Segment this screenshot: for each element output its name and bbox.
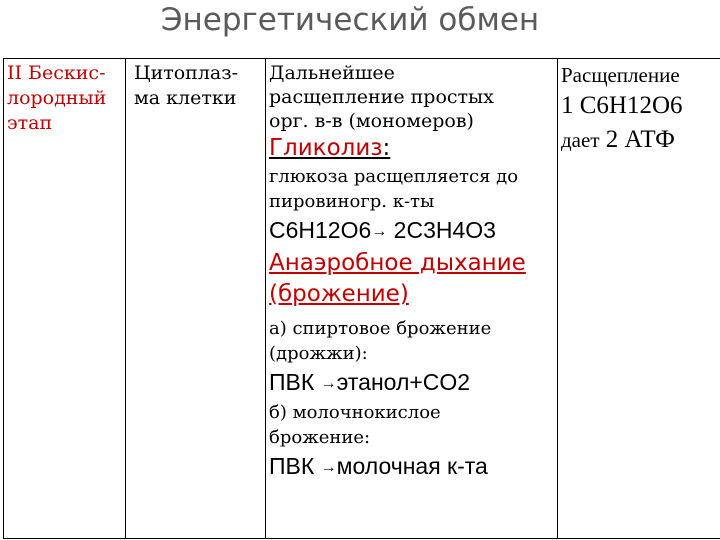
- glycolysis-formula-left: C6H12O6: [269, 217, 372, 243]
- alcohol-formula-left: ПВК: [269, 368, 315, 395]
- process-intro: [269, 61, 554, 133]
- stage-cell: [4, 59, 126, 539]
- intro-line-1: Дальнейшее: [269, 62, 395, 84]
- location-line-2: ма клетки: [134, 87, 237, 109]
- glycolysis-formula: [269, 214, 554, 248]
- metabolism-table: [3, 58, 720, 539]
- stage-line-3: этап: [7, 112, 53, 134]
- glycolysis-desc-2: пировиногр. к-ты: [269, 191, 435, 212]
- page-title: Энергетический обмен: [160, 2, 540, 38]
- arrow-icon: →: [320, 374, 337, 392]
- lactic-formula: [269, 450, 554, 484]
- intro-line-3: орг. в-в (мономеров): [269, 110, 474, 132]
- alcohol-label-2: (дрожжи):: [269, 342, 368, 364]
- alcohol-label-1: а) спиртовое брожение: [269, 317, 492, 339]
- stage-line-1: II Бескис-: [7, 62, 106, 84]
- lactic-label-2: брожение:: [269, 426, 371, 448]
- anaerobic-heading-2: (брожение): [269, 280, 409, 307]
- location-cell: [126, 59, 266, 539]
- result-line-3b: 2 АТФ: [605, 126, 675, 153]
- lactic-label-1: б) молочнокислое: [269, 401, 441, 423]
- result-line-3a: дает: [561, 128, 600, 152]
- glycolysis-heading-text: Гликолиз: [269, 135, 383, 161]
- glycolysis-heading: [269, 133, 554, 164]
- result-line-1: Расщепление: [561, 63, 680, 87]
- result-line-2: 1 C6H12O6: [561, 92, 683, 119]
- lactic-formula-right: молочная к-та: [336, 452, 488, 479]
- stage-line-2: лородный: [7, 87, 107, 109]
- arrow-icon: →: [371, 222, 388, 240]
- arrow-icon: →: [320, 458, 337, 476]
- intro-line-2: расщепление простых: [269, 86, 494, 108]
- lactic-formula-left: ПВК: [269, 452, 315, 479]
- alcohol-formula: [269, 366, 554, 400]
- glycolysis-formula-right: 2C3H4O3: [393, 217, 496, 243]
- result-cell: [558, 59, 720, 539]
- table-row: [4, 59, 720, 539]
- result-line-3: [561, 123, 720, 157]
- alcohol-formula-right: этанол+CO2: [336, 368, 471, 395]
- glycolysis-desc-1: глюкоза расщепляется до: [269, 166, 519, 187]
- anaerobic-heading-1: Анаэробное дыхание: [269, 249, 526, 276]
- location-line-1: Цитоплаз-: [134, 62, 239, 84]
- glycolysis-colon: :: [382, 135, 391, 161]
- process-cell: [266, 59, 558, 539]
